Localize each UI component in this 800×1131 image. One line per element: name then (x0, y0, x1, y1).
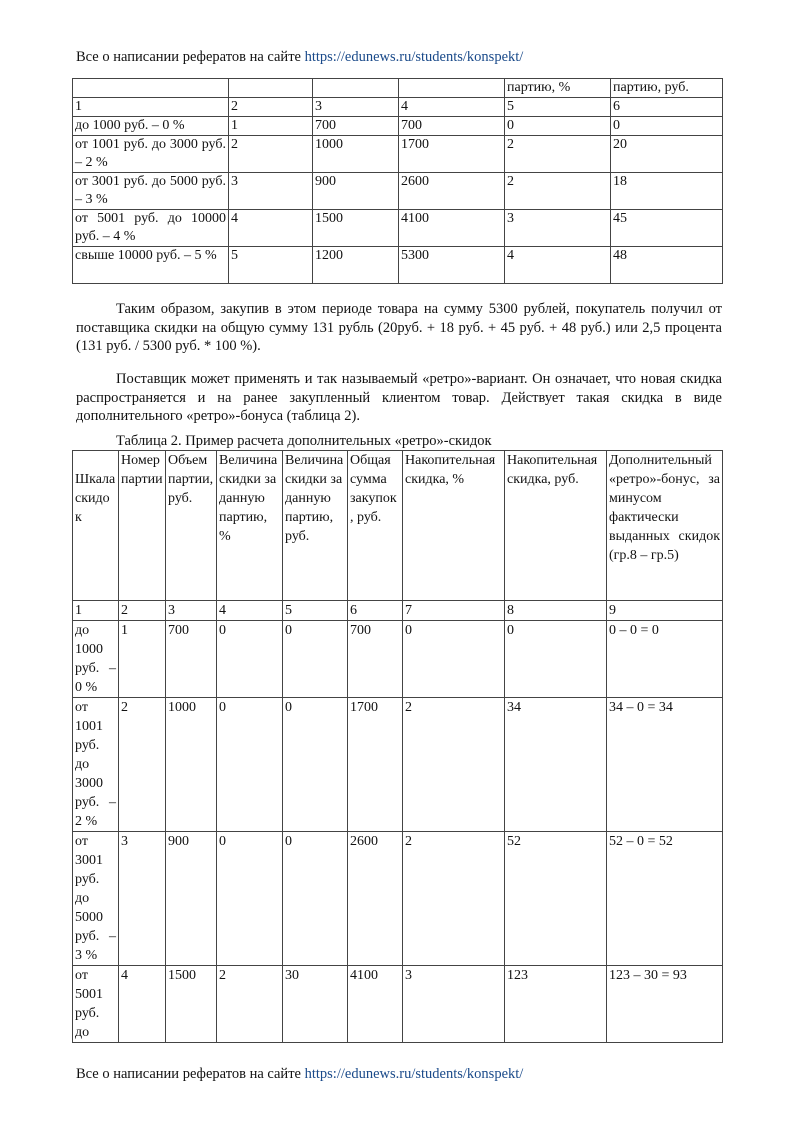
table-cell: 2600 (399, 173, 505, 210)
table-cell: 6 (348, 601, 403, 621)
table-cell (73, 79, 229, 98)
table-cell: 4 (217, 601, 283, 621)
paragraph-text: Поставщик может применять и так называемый «ретро»-вариант. Он означает, что новая скидка распространяется и на ранее закупленный клиентом товар. Действует такая скидка в виде дополнительного «ретро»-бонуса (таблица 2). (76, 371, 722, 424)
table-cell: 20 (611, 136, 723, 173)
table-header-cell: Номер партии (119, 451, 166, 601)
table-cell: 0 (505, 621, 607, 698)
table-cell: 4100 (348, 966, 403, 1043)
table-cell: 1000 (166, 698, 217, 832)
table-cell: 34 (505, 698, 607, 832)
table-cell: 1 (119, 621, 166, 698)
table-cell (229, 79, 313, 98)
table-cell: 52 (505, 832, 607, 966)
table-cell: от 3001 руб. до 5000 руб. – 3 % (73, 832, 119, 966)
table-cell: 4 (119, 966, 166, 1043)
table-caption: Таблица 2. Пример расчета дополнительных «ретро»-скидок (116, 433, 492, 449)
table-cell: 45 (611, 210, 723, 247)
table-cell: 123 – 30 = 93 (607, 966, 723, 1043)
table-cell: 1 (229, 117, 313, 136)
table-cell: от 5001 руб. до 10000 руб. – 4 % (73, 210, 229, 247)
header-text: Все о написании рефератов на сайте (76, 49, 305, 65)
table-cell (399, 79, 505, 98)
table-cell: свыше 10000 руб. – 5 % (73, 247, 229, 284)
table-cell: 700 (166, 621, 217, 698)
table-cell: 3 (166, 601, 217, 621)
table2-number-row (73, 601, 723, 621)
table-cell: 5 (505, 98, 611, 117)
table-cell: 1 (73, 601, 119, 621)
table-cell: 48 (611, 247, 723, 284)
table-header-cell: Накопительная скидка, руб. (505, 451, 607, 601)
table-cell: 3 (119, 832, 166, 966)
table-cell: 1700 (399, 136, 505, 173)
table-cell: 2 (403, 698, 505, 832)
header-link[interactable]: https://edunews.ru/students/konspekt/ (304, 49, 524, 65)
table-cell: 0 (611, 117, 723, 136)
table-cell: 0 (217, 698, 283, 832)
table-cell: 0 (217, 621, 283, 698)
table-cell: 34 – 0 = 34 (607, 698, 723, 832)
table-row (73, 117, 723, 136)
table-row (73, 136, 723, 173)
table-cell: 3 (313, 98, 399, 117)
table-cell: до 1000 руб. – 0 % (73, 621, 119, 698)
table2-header-row (73, 451, 723, 601)
paragraph-retro (76, 370, 722, 426)
table-cell: 2600 (348, 832, 403, 966)
table-cell: от 1001 руб. до 3000 руб. – 2 % (73, 698, 119, 832)
table-cell: 2 (229, 136, 313, 173)
footer-text: Все о написании рефератов на сайте (76, 1066, 305, 1082)
table-cell: 52 – 0 = 52 (607, 832, 723, 966)
table-cell: 30 (283, 966, 348, 1043)
table-cell: 1700 (348, 698, 403, 832)
table-row (73, 247, 723, 284)
table-cell: 7 (403, 601, 505, 621)
table-cell: 4 (505, 247, 611, 284)
table-cell: 2 (119, 601, 166, 621)
table-header-cell: Дополнительный «ретро»-бонус, за минусом фактически выданных скидок (гр.8 – гр.5) (607, 451, 723, 601)
table-cell: 9 (607, 601, 723, 621)
table-cell: 900 (313, 173, 399, 210)
page-header (76, 48, 523, 66)
table-row (73, 832, 723, 966)
table-cell: 2 (119, 698, 166, 832)
table-cell: 0 (283, 621, 348, 698)
table-row (73, 698, 723, 832)
retro-discount-table (72, 450, 723, 1043)
paragraph-text: Таким образом, закупив в этом периоде товара на сумму 5300 рублей, покупатель получил от поставщика скидки на общую сумму 131 рубль (20руб. + 18 руб. + 45 руб. + 48 руб.) или 2,5 процента (131 руб. / 5300 руб. * 100 %). (76, 301, 722, 354)
table-cell: 700 (399, 117, 505, 136)
table-cell: 1 (73, 98, 229, 117)
table-cell: 2 (505, 173, 611, 210)
table-cell (313, 79, 399, 98)
table-cell: 1200 (313, 247, 399, 284)
table-cell: 2 (505, 136, 611, 173)
table-cell: 2 (217, 966, 283, 1043)
table-cell: партию, руб. (611, 79, 723, 98)
table-cell: 900 (166, 832, 217, 966)
table-cell: 0 (283, 832, 348, 966)
table-header-cell: Шкала скидок (73, 451, 119, 601)
footer-link[interactable]: https://edunews.ru/students/konspekt/ (304, 1066, 524, 1082)
table-cell: 4 (399, 98, 505, 117)
table-cell: 700 (313, 117, 399, 136)
table-cell: 0 (505, 117, 611, 136)
table-cell: 123 (505, 966, 607, 1043)
table-row (73, 210, 723, 247)
table-cell: от 3001 руб. до 5000 руб. – 3 % (73, 173, 229, 210)
table-cell: от 1001 руб. до 3000 руб. – 2 % (73, 136, 229, 173)
table-cell: 0 (283, 698, 348, 832)
table1-number-row (73, 98, 723, 117)
page-footer (76, 1065, 523, 1083)
table-cell: 4 (229, 210, 313, 247)
table-header-cell: Объем партии, руб. (166, 451, 217, 601)
table-cell: 0 – 0 = 0 (607, 621, 723, 698)
table-cell: 5 (229, 247, 313, 284)
table-cell: 0 (403, 621, 505, 698)
table-cell: 2 (229, 98, 313, 117)
table1-header-row (73, 79, 723, 98)
table-cell: от 5001 руб. до (73, 966, 119, 1043)
table-row (73, 621, 723, 698)
table-header-cell: Величина скидки за данную партию, % (217, 451, 283, 601)
table-header-cell: Общая сумма закупок, руб. (348, 451, 403, 601)
table-cell: 5 (283, 601, 348, 621)
table-cell: 0 (217, 832, 283, 966)
table-cell: 3 (229, 173, 313, 210)
table-cell: 5300 (399, 247, 505, 284)
table-cell: 3 (505, 210, 611, 247)
table-cell: 6 (611, 98, 723, 117)
table-row (73, 173, 723, 210)
table-cell: 1500 (313, 210, 399, 247)
table-cell: 1500 (166, 966, 217, 1043)
table-cell: до 1000 руб. – 0 % (73, 117, 229, 136)
table-cell: 700 (348, 621, 403, 698)
table-cell: 1000 (313, 136, 399, 173)
table-cell: 18 (611, 173, 723, 210)
table-header-cell: Накопительная скидка, % (403, 451, 505, 601)
table-cell: 4100 (399, 210, 505, 247)
table-header-cell: Величина скидки за данную партию, руб. (283, 451, 348, 601)
discount-table-1 (72, 78, 723, 284)
paragraph-summary (76, 300, 722, 356)
table-cell: партию, % (505, 79, 611, 98)
table-cell: 8 (505, 601, 607, 621)
table-cell: 2 (403, 832, 505, 966)
table-row (73, 966, 723, 1043)
table-cell: 3 (403, 966, 505, 1043)
